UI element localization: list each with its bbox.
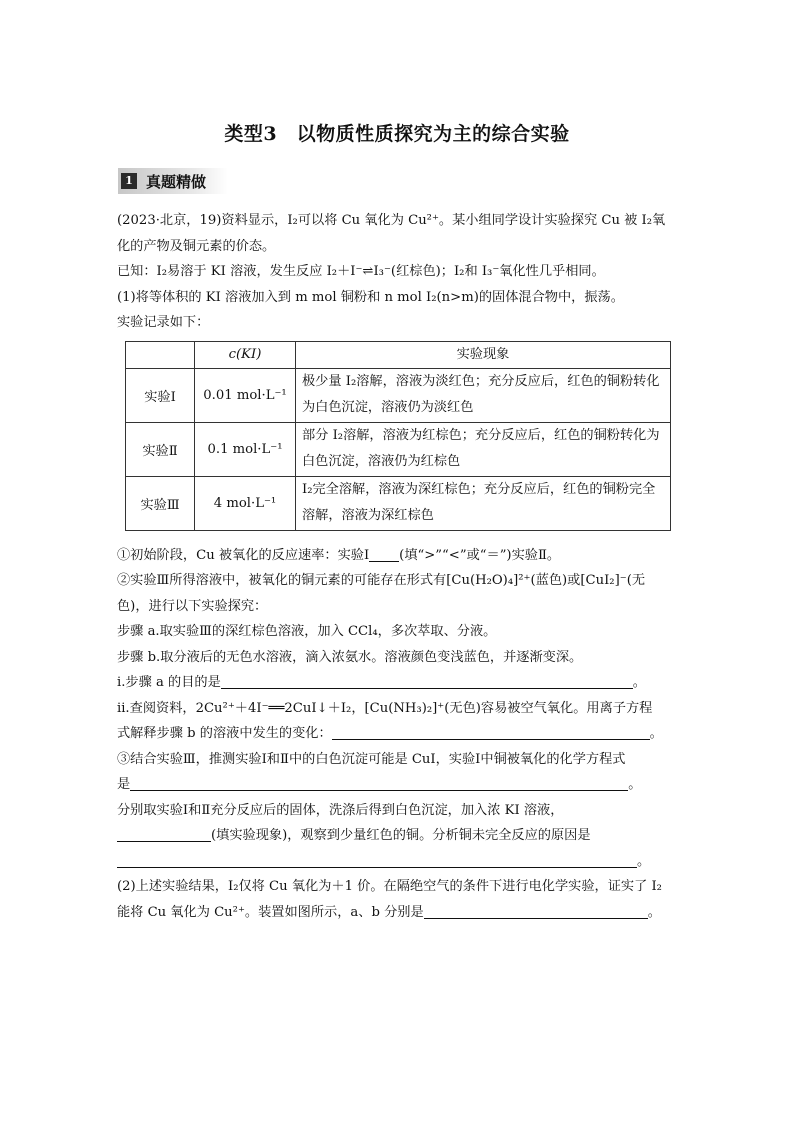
- section-label: 真题精做: [146, 173, 207, 191]
- answer-blank[interactable]: [130, 774, 628, 791]
- table-cell: 实验Ⅲ: [126, 476, 195, 530]
- question-line: 能将 Cu 氧化为 Cu²⁺。装置如图所示，a、b 分别是 。: [117, 900, 677, 926]
- text-line: 色)，进行以下实验探究：: [117, 598, 268, 614]
- section-number-badge: 1: [121, 173, 137, 189]
- answer-blank[interactable]: [369, 545, 399, 562]
- text-line: ③结合实验Ⅲ，推测实验Ⅰ和Ⅱ中的白色沉淀可能是 CuI，实验Ⅰ中铜被氧化的化学方程式: [117, 751, 626, 767]
- question-line: 是 。: [117, 772, 677, 798]
- table-cell: 0.1 mol·L⁻¹: [195, 422, 296, 476]
- table-cell: 极少量 I₂溶解，溶液为淡红色；充分反应后，红色的铜粉转化为白色沉淀，溶液仍为淡红色: [296, 368, 671, 422]
- text-line: (2023·北京，19)资料显示，I₂可以将 Cu 氧化为 Cu²⁺。某小组同学设计实验探究 Cu 被 I₂氧: [117, 213, 666, 228]
- text-line: ⅱ.查阅资料，2Cu²⁺＋4I⁻══2CuI↓＋I₂，[Cu(NH₃)₂]⁺(无色)容易被空气氧化。用离子方程: [117, 700, 653, 716]
- text-line: 已知：I₂易溶于 KI 溶液，发生反应 I₂＋I⁻⇌I₃⁻(红棕色)；I₂和 I₃⁻氧化性几乎相同。: [117, 264, 605, 279]
- table-cell: 0.01 mol·L⁻¹: [195, 368, 296, 422]
- table-header-cell: c(KI): [195, 341, 296, 368]
- answer-blank[interactable]: [117, 825, 211, 842]
- section-header: [118, 168, 228, 194]
- table-cell: 4 mol·L⁻¹: [195, 476, 296, 530]
- question-line: ①初始阶段，Cu 被氧化的反应速率：实验Ⅰ (填“>”“<”或“＝”)实验Ⅱ。: [117, 543, 677, 569]
- text-line: 步骤 b.取分液后的无色水溶液，滴入浓氨水。溶液颜色变浅蓝色，并逐渐变深。: [117, 649, 583, 665]
- table-cell: 实验Ⅱ: [126, 422, 195, 476]
- table-header-row: [126, 341, 671, 368]
- text-line: (1)将等体积的 KI 溶液加入到 m mol 铜粉和 n mol I₂(n>m)的固体混合物中，振荡。: [117, 289, 624, 305]
- answer-blank[interactable]: [221, 672, 633, 689]
- table-cell: 部分 I₂溶解，溶液为红棕色；充分反应后，红色的铜粉转化为白色沉淀，溶液仍为红棕色: [296, 422, 671, 476]
- answer-blank[interactable]: [424, 902, 648, 919]
- text-line: 分别取实验Ⅰ和Ⅱ充分反应后的固体，洗涤后得到白色沉淀，加入浓 KI 溶液，: [117, 802, 564, 818]
- question-body: [117, 208, 677, 925]
- question-line: (填实验现象)，观察到少量红色的铜。分析铜未完全反应的原因是: [117, 823, 677, 849]
- table-header-cell: 实验现象: [296, 341, 671, 368]
- text-line: (2)上述实验结果，I₂仅将 Cu 氧化为＋1 价。在隔绝空气的条件下进行电化学实验，证实了 I₂: [117, 879, 662, 894]
- text-line: 实验记录如下：: [117, 315, 210, 330]
- text-line: ②实验Ⅲ所得溶液中，被氧化的铜元素的可能存在形式有[Cu(H₂O)₄]²⁺(蓝色)或[CuI₂]⁻(无: [117, 573, 646, 588]
- question-line: 式解释步骤 b 的溶液中发生的变化： 。: [117, 721, 677, 747]
- answer-blank[interactable]: [332, 723, 650, 740]
- table-row: [126, 368, 671, 422]
- table-header-cell: [126, 341, 195, 368]
- answer-blank[interactable]: [117, 851, 637, 868]
- table-cell: I₂完全溶解，溶液为深红棕色；充分反应后，红色的铜粉完全溶解，溶液为深红棕色: [296, 476, 671, 530]
- text-line: 化的产物及铜元素的价态。: [117, 238, 276, 254]
- question-line: 。: [117, 849, 677, 875]
- text-line: 步骤 a.取实验Ⅲ的深红棕色溶液，加入 CCl₄，多次萃取、分液。: [117, 624, 497, 639]
- table-row: [126, 476, 671, 530]
- table-cell: 实验Ⅰ: [126, 368, 195, 422]
- question-line: ⅰ.步骤 a 的目的是 。: [117, 670, 677, 696]
- table-row: [126, 422, 671, 476]
- experiment-table: [125, 341, 671, 531]
- page-title: 类型3 以物质性质探究为主的综合实验: [224, 123, 570, 145]
